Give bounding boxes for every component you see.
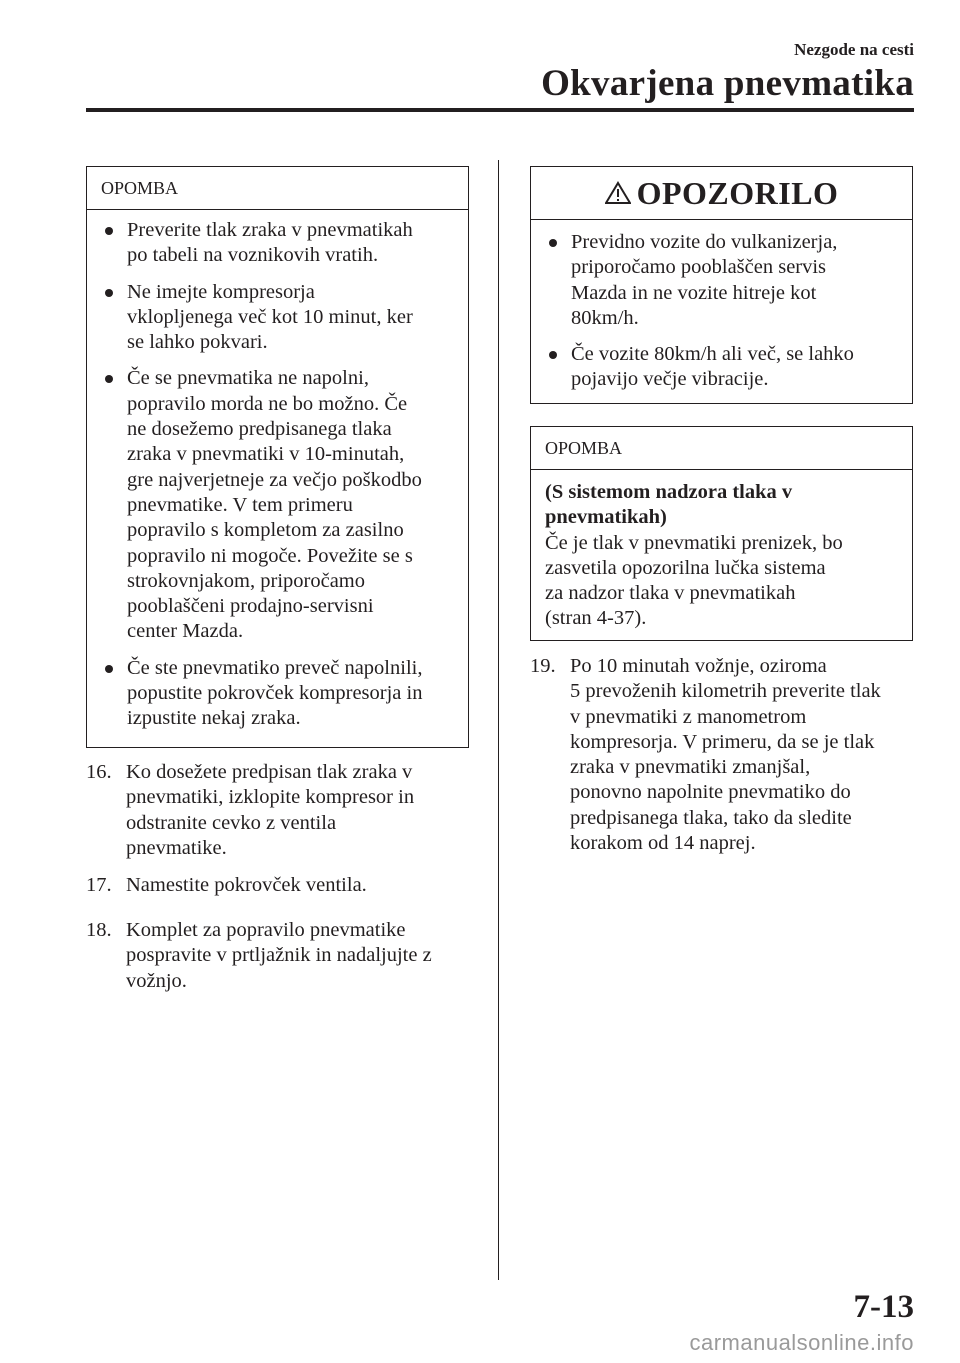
column-divider — [498, 160, 499, 1280]
warning-body — [531, 220, 912, 393]
step-line: Ko dosežete predpisan tlak zraka v — [126, 761, 413, 783]
watermark: carmanualsonline.info — [689, 1330, 914, 1355]
step-line: odstranite cevko z ventila — [126, 811, 337, 834]
step-line: vožnjo. — [126, 969, 187, 992]
left-note-bullet-line: Če se pnevmatika ne napolni, — [127, 367, 369, 390]
left-note-body — [87, 210, 468, 732]
left-note-bullet-line: popustite pokrovček kompresorja in — [127, 682, 423, 705]
warning-bullet-line: Previdno vozite do vulkanizerja, — [571, 231, 838, 253]
step-line: pnevmatike. — [126, 836, 227, 859]
left-note-bullet-line: se lahko pokvari. — [127, 331, 268, 354]
left-note-bullet-line: pnevmatike. V tem primeru — [127, 493, 353, 516]
left-note-bullet-line: popravilo ni mogoče. Povežite se s — [127, 544, 413, 567]
bullet-dot-icon — [105, 375, 113, 383]
left-note-bullet — [101, 366, 454, 644]
step-line: kompresorja. V primeru, da se je tlak — [570, 730, 875, 753]
page-number: 7-13 — [853, 1289, 914, 1325]
header-rule — [86, 108, 914, 112]
step-number: 17. — [86, 874, 112, 896]
step-item — [86, 873, 486, 898]
warning-heading: OPOZORILO — [636, 174, 839, 211]
left-note-bullet — [101, 656, 454, 732]
right-note-title-line: pnevmatikah) — [545, 506, 667, 529]
step-line: Po 10 minutah vožnje, oziroma — [570, 655, 827, 677]
left-note-bullet-line: gre najverjetneje za večjo poškodbo — [127, 468, 422, 491]
left-note-bullet-line: pooblaščeni prodajno-servisni — [127, 595, 374, 618]
left-note-bullet-line: zraka v pnevmatiki v 10-minutah, — [127, 443, 405, 466]
step-number: 19. — [530, 655, 556, 677]
left-note-bullet-line: strokovnjakom, priporočamo — [127, 569, 365, 592]
right-note-line: zasvetila opozorilna lučka sistema — [545, 556, 826, 579]
left-note-bullet-line: vklopljenega več kot 10 minut, ker — [127, 305, 413, 328]
left-note-bullet-line: center Mazda. — [127, 620, 244, 643]
bullet-dot-icon — [549, 239, 557, 247]
warning-header — [531, 167, 912, 220]
step-line: pnevmatiki, izklopite kompresor in — [126, 786, 415, 809]
left-note-heading: OPOMBA — [87, 167, 468, 210]
step-number: 18. — [86, 919, 112, 941]
warning-bullet-line: pojavijo večje vibracije. — [571, 368, 769, 391]
right-note-title-line: (S sistemom nadzora tlaka v — [545, 481, 793, 503]
right-note-line: Če je tlak v pnevmatiki prenizek, bo — [545, 531, 843, 554]
step-line: predpisanega tlaka, tako da sledite — [570, 806, 852, 829]
left-note-bullet-line: po tabeli na voznikovih vratih. — [127, 244, 379, 267]
left-note-bullet-line: Preverite tlak zraka v pnevmatikah — [127, 219, 413, 241]
left-note-bullet-line: ne dosežemo predpisanega tlaka — [127, 418, 392, 441]
left-note-bullet-line: izpustite nekaj zraka. — [127, 707, 301, 730]
step-line: Namestite pokrovček ventila. — [126, 874, 367, 896]
step-line: pospravite v prtljažnik in nadaljujte z — [126, 944, 432, 967]
bullet-dot-icon — [549, 351, 557, 359]
warning-bullet-line: Če vozite 80km/h ali več, se lahko — [571, 343, 854, 366]
right-note-heading: OPOMBA — [531, 427, 912, 470]
left-note-bullet — [101, 218, 454, 269]
warning-triangle-icon — [605, 181, 631, 205]
step-line: 5 prevoženih kilometrih preverite tlak — [570, 680, 881, 703]
right-note-box — [530, 426, 913, 641]
step-line: ponovno napolnite pnevmatiko do — [570, 781, 851, 804]
page-title: Okvarjena pnevmatika — [541, 63, 914, 104]
right-note-body — [531, 470, 912, 632]
left-note-bullet-line: Ne imejte kompresorja — [127, 280, 315, 303]
bullet-dot-icon — [105, 665, 113, 673]
step-item — [86, 760, 486, 861]
right-note-line: (stran 4-37). — [545, 607, 647, 630]
bullet-dot-icon — [105, 227, 113, 235]
left-note-bullet-line: Če ste pnevmatiko preveč napolnili, — [127, 656, 423, 679]
warning-bullet-line: 80km/h. — [571, 306, 639, 329]
right-note-line: za nadzor tlaka v pnevmatikah — [545, 582, 796, 605]
left-note-bullet-line: popravilo s kompletom za zasilno — [127, 519, 404, 542]
step-item — [86, 918, 486, 994]
step-line: korakom od 14 naprej. — [570, 832, 756, 855]
warning-bullet-line: priporočamo pooblaščen servis — [571, 256, 827, 279]
warning-bullet-line: Mazda in ne vozite hitreje kot — [571, 281, 817, 304]
step-line: zraka v pnevmatiki zmanjšal, — [570, 756, 811, 779]
right-note-text — [545, 531, 898, 632]
left-note-bullet — [101, 280, 454, 356]
right-note-title — [545, 480, 898, 531]
step-line: v pnevmatiki z manometrom — [570, 705, 807, 728]
warning-bullet — [545, 230, 898, 331]
step-line: Komplet za popravilo pnevmatike — [126, 919, 406, 941]
left-note-box — [86, 166, 469, 748]
warning-box — [530, 166, 913, 404]
warning-bullet — [545, 342, 898, 393]
step-number: 16. — [86, 761, 112, 783]
left-note-bullet-line: popravilo morda ne bo možno. Če — [127, 392, 408, 415]
step-item — [530, 654, 930, 856]
bullet-dot-icon — [105, 289, 113, 297]
section-label: Nezgode na cesti — [794, 40, 914, 59]
